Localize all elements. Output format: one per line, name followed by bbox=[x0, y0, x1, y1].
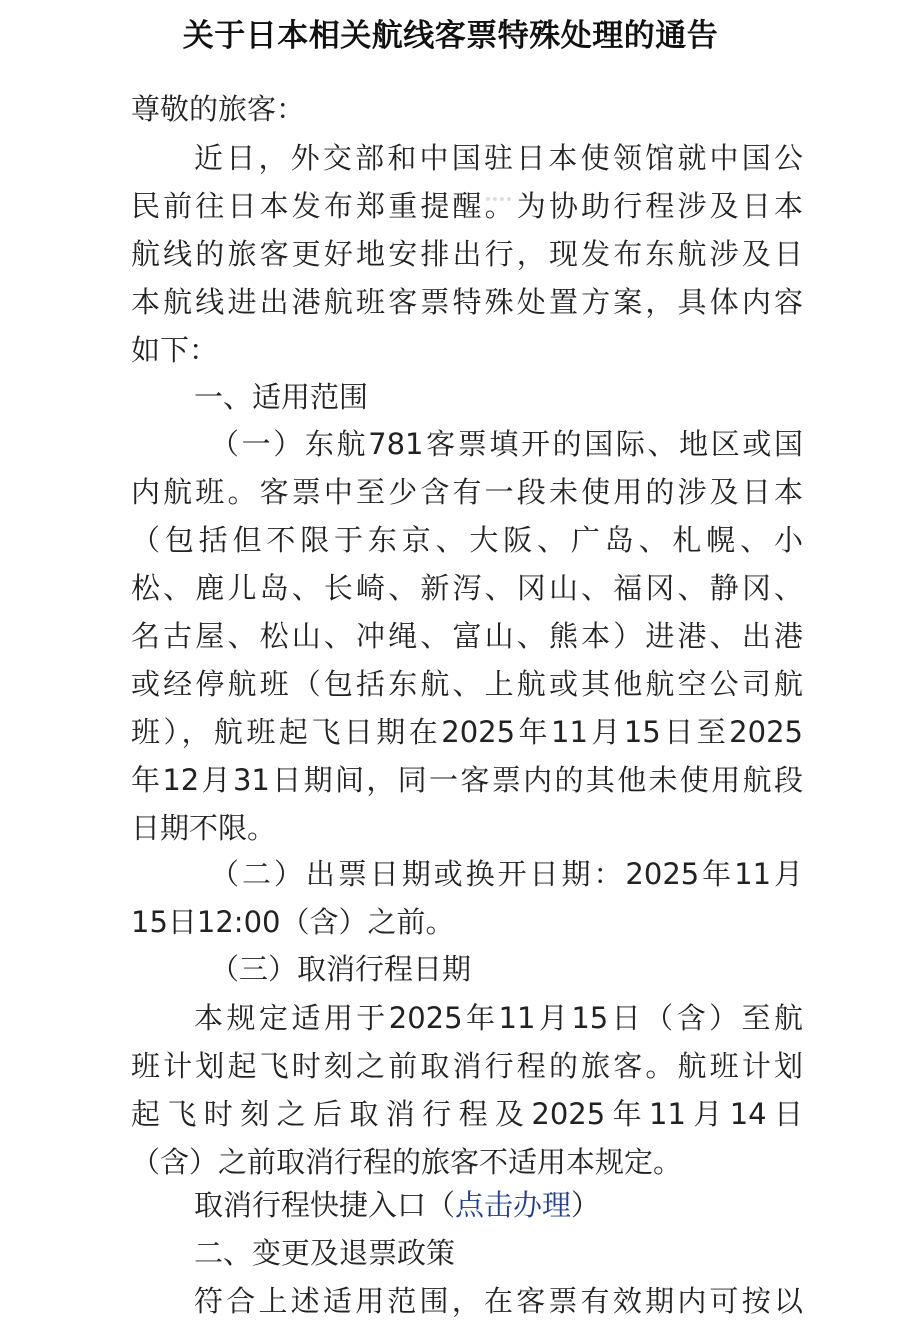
item2-line-1: （二）出票日期或换开日期：2025年11月 bbox=[210, 857, 803, 891]
cancel-shortcut-prefix: 取消行程快捷入口（ bbox=[194, 1188, 456, 1222]
item1-line-9: 日期不限。 bbox=[131, 811, 277, 845]
item1-line-4: 松、鹿儿岛、长崎、新泻、冈山、福冈、静冈、 bbox=[131, 571, 803, 605]
intro-line-3: 航线的旅客更好地安排出行，现发布东航涉及日 bbox=[131, 237, 803, 271]
item1-line-7: 班），航班起飞日期在2025年11月15日至2025 bbox=[131, 715, 803, 749]
item2-line-2: 15日12:00（含）之前。 bbox=[131, 905, 455, 939]
item1-line-5: 名古屋、松山、冲绳、富山、熊本）进港、出港 bbox=[131, 619, 803, 653]
item3-heading: （三）取消行程日期 bbox=[210, 952, 472, 986]
cancel-shortcut-line bbox=[194, 1182, 803, 1229]
cancel-shortcut-suffix: ） bbox=[571, 1188, 601, 1222]
item3-line-3: 起飞时刻之后取消行程及2025年11月14日 bbox=[131, 1097, 803, 1131]
intro-line-4: 本航线进出港航班客票特殊处置方案，具体内容 bbox=[131, 285, 803, 319]
item1-line-1: （一）东航781客票填开的国际、地区或国 bbox=[210, 427, 803, 461]
item3-line-2: 班计划起飞时刻之前取消行程的旅客。航班计划 bbox=[131, 1049, 803, 1083]
item3-line-4: （含）之前取消行程的旅客不适用本规定。 bbox=[131, 1145, 683, 1179]
intro-line-5: 如下： bbox=[131, 333, 219, 367]
handle-now-link[interactable]: 点击办理 bbox=[455, 1188, 572, 1222]
intro-line-2: 民前往日本发布郑重提醒。为协助行程涉及日本 bbox=[131, 189, 803, 223]
section1-heading: 一、适用范围 bbox=[194, 380, 369, 414]
greeting: 尊敬的旅客： bbox=[131, 92, 306, 126]
item1-line-2: 内航班。客票中至少含有一段未使用的涉及日本 bbox=[131, 475, 803, 509]
item3-line-1: 本规定适用于2025年11月15日（含）至航 bbox=[194, 1001, 803, 1035]
section2-line-1: 符合上述适用范围，在客票有效期内可按以 bbox=[194, 1284, 803, 1318]
section2-heading: 二、变更及退票政策 bbox=[194, 1236, 456, 1270]
item1-line-8: 年12月31日期间，同一客票内的其他未使用航段 bbox=[131, 763, 803, 797]
item1-line-3: （包括但不限于东京、大阪、广岛、札幌、小 bbox=[131, 523, 803, 557]
intro-line-1: 近日，外交部和中国驻日本使领馆就中国公 bbox=[194, 141, 803, 175]
item1-line-6: 或经停航班（包括东航、上航或其他航空公司航 bbox=[131, 667, 803, 701]
notice-title: 关于日本相关航线客票特殊处理的通告 bbox=[182, 18, 719, 54]
